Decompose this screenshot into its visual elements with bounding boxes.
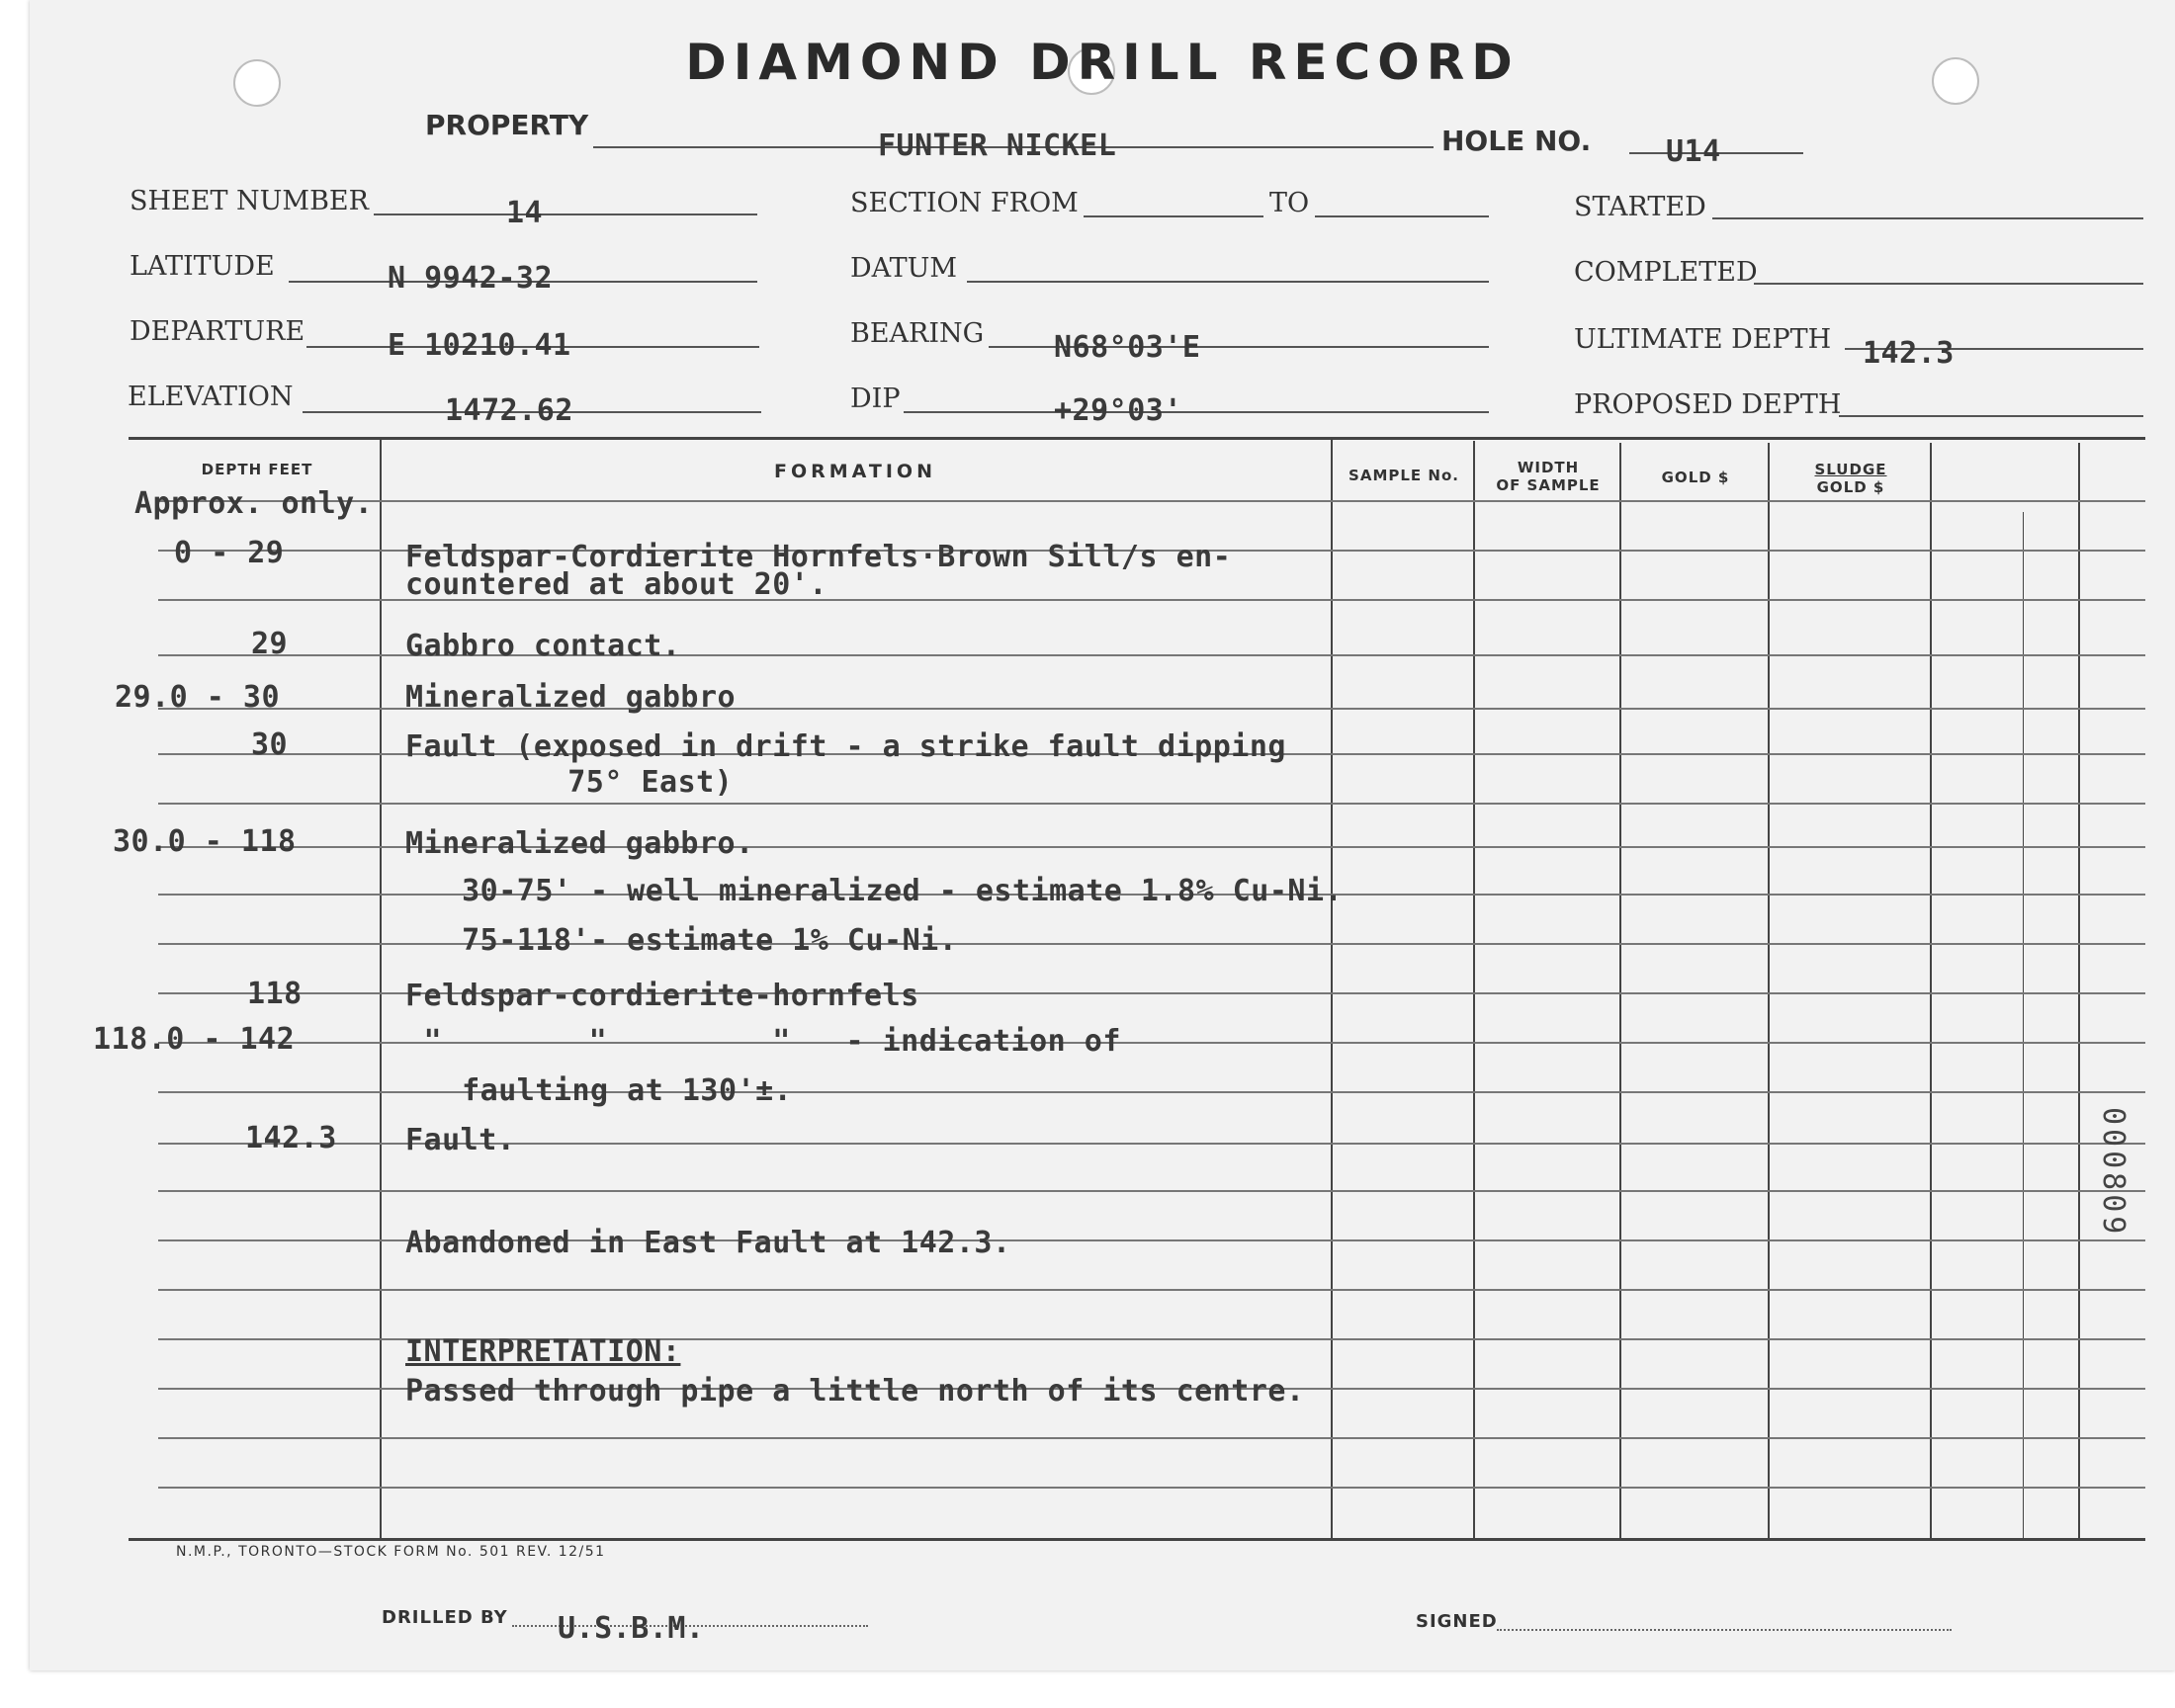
ultimate-depth-value: 142.3: [1863, 336, 1955, 371]
bearing-label: BEARING: [850, 318, 985, 349]
formation-cell: faulting at 130'±.: [425, 1073, 793, 1108]
elevation-value: 1472.62: [445, 393, 573, 428]
formation-cell: Gabbro contact.: [405, 629, 681, 663]
col-divider-depth: [380, 437, 382, 1538]
latitude-label: LATITUDE: [130, 251, 275, 282]
dip-label: DIP: [850, 384, 901, 414]
row-rule: [158, 1437, 2145, 1439]
drilled-by-value: U.S.B.M.: [558, 1611, 705, 1646]
depth-cell: 118.0 - 142: [93, 1022, 296, 1057]
section-to-label: TO: [1269, 188, 1310, 218]
col-header-sludge-line2: GOLD $: [1816, 478, 1885, 496]
interpretation-heading: INTERPRETATION:: [405, 1334, 681, 1369]
col-divider-sludge: [1930, 443, 1932, 1538]
property-label: PROPERTY: [425, 109, 589, 141]
depth-cell: 0 - 29: [174, 536, 285, 570]
sheet-number-value: 14: [506, 196, 544, 230]
hole-no-value: U14: [1666, 134, 1721, 169]
property-value: FUNTER NICKEL: [878, 128, 1117, 163]
departure-value: E 10210.41: [388, 328, 571, 363]
formation-cell: Feldspar-cordierite-hornfels: [405, 979, 919, 1013]
formation-cell: Mineralized gabbro: [405, 680, 737, 715]
formation-cell: " " " - indication of: [405, 1024, 1121, 1059]
signed-label: SIGNED: [1416, 1611, 1498, 1632]
col-header-width-line2: OF SAMPLE: [1496, 476, 1601, 494]
depth-cell: 29.0 - 30: [115, 680, 281, 715]
formation-cell: Fault (exposed in drift - a strike fault dipping: [405, 729, 1286, 764]
drill-record-sheet: [30, 0, 2175, 1670]
depth-cell: 30: [251, 727, 289, 762]
depth-cell: 30.0 - 118: [113, 824, 297, 859]
row-rule: [158, 803, 2145, 805]
formation-cell: Feldspar-Cordierite Hornfels·Brown Sill/s en-: [405, 540, 1232, 574]
col-divider-inner: [2023, 512, 2024, 1538]
signed-line: [1497, 1629, 1952, 1631]
col-divider-formation: [1331, 439, 1333, 1538]
col-header-width-line1: WIDTH: [1517, 459, 1580, 476]
completed-label: COMPLETED: [1574, 257, 1758, 288]
ultimate-depth-label: ULTIMATE DEPTH: [1574, 324, 1832, 355]
col-header-gold: GOLD $: [1661, 469, 1730, 486]
depth-cell: 118: [247, 977, 303, 1011]
bearing-value: N68°03'E: [1054, 330, 1201, 365]
datum-line: [967, 281, 1489, 283]
hole-no-label: HOLE NO.: [1441, 125, 1592, 157]
col-header-sludge-line1: SLUDGE: [1814, 461, 1887, 478]
form-title: DIAMOND DRILL RECORD: [685, 34, 1520, 91]
col-header-formation: FORMATION: [774, 461, 936, 482]
sheet-number-line: [374, 214, 757, 215]
proposed-depth-line: [1839, 415, 2143, 417]
drilled-by-label: DRILLED BY: [382, 1607, 508, 1628]
col-divider-gold: [1768, 443, 1770, 1538]
document-stamp-number: 000809: [2096, 1107, 2131, 1238]
table-bottom-border: [129, 1538, 2145, 1541]
table-top-border: [129, 437, 2145, 440]
formation-cell: Abandoned in East Fault at 142.3.: [405, 1226, 1011, 1260]
form-footer: N.M.P., TORONTO—STOCK FORM No. 501 REV. 12/51: [176, 1544, 606, 1560]
depth-cell: 142.3: [245, 1121, 337, 1155]
row-rule: [158, 1487, 2145, 1489]
depth-cell: 29: [251, 627, 289, 661]
col-header-depth: DEPTH FEET: [201, 461, 313, 478]
completed-line: [1754, 283, 2143, 285]
elevation-label: ELEVATION: [128, 382, 294, 412]
interpretation-text: Passed through pipe a little north of its centre.: [405, 1374, 1305, 1409]
col-header-sludge: [1772, 461, 1930, 496]
formation-cell: 75-118'- estimate 1% Cu-Ni.: [425, 923, 958, 958]
col-divider-sample: [1473, 441, 1475, 1538]
row-rule: [158, 1190, 2145, 1192]
started-line: [1712, 217, 2143, 219]
formation-cell: Fault.: [405, 1123, 516, 1157]
sheet-number-label: SHEET NUMBER: [130, 186, 369, 216]
row-rule: [158, 1289, 2145, 1291]
col-header-width: [1477, 459, 1619, 494]
section-from-label: SECTION FROM: [850, 188, 1079, 218]
col-divider-extra: [2078, 443, 2080, 1538]
depth-note: Approx. only.: [134, 486, 374, 521]
row-rule: [158, 500, 2145, 502]
section-to-line: [1315, 215, 1489, 217]
col-divider-width: [1619, 443, 1621, 1538]
formation-cell: countered at about 20'.: [405, 567, 827, 602]
formation-cell: 30-75' - well mineralized - estimate 1.8% Cu-Ni.: [425, 874, 1344, 908]
departure-label: DEPARTURE: [130, 316, 305, 347]
dip-value: +29°03': [1054, 393, 1182, 428]
formation-cell: Mineralized gabbro.: [405, 826, 754, 861]
section-from-line: [1084, 215, 1263, 217]
datum-label: DATUM: [850, 253, 958, 284]
formation-cell: 75° East): [494, 765, 734, 800]
col-header-sample-no: SAMPLE No.: [1348, 467, 1459, 484]
started-label: STARTED: [1574, 192, 1706, 222]
proposed-depth-label: PROPOSED DEPTH: [1574, 389, 1842, 420]
latitude-value: N 9942-32: [388, 261, 554, 296]
dip-line: [904, 411, 1489, 413]
